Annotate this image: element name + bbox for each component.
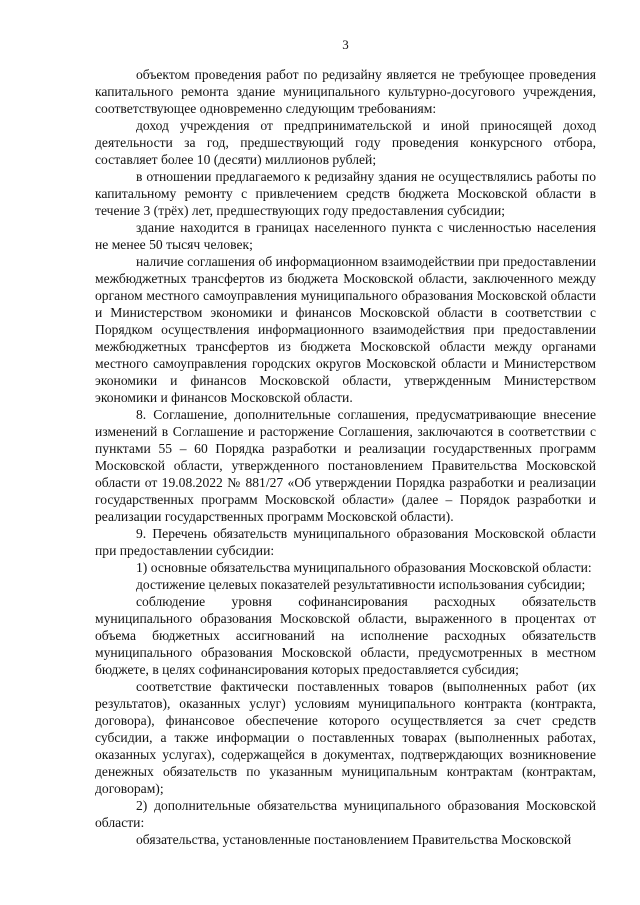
paragraph: наличие соглашения об информационном взаимодействии при предоставлении межбюджетных трансфертов из бюджета Московской области, заключенного между органом местного самоуправления муниципального образования Московской области и Министерством экономики и финансов Московской области в соответствии с Порядком осуществления информационного взаимодействия при предоставлении межбюджетных трансфертов из бюджета Московской области между органами местного самоуправления городских округов Московской области и Министерством экономики и финансов Московской области, утвержденным Министерством экономики и финансов Московской области.	[95, 254, 596, 405]
paragraph: достижение целевых показателей результативности использования субсидии;	[136, 577, 586, 592]
paragraph: 9. Перечень обязательств муниципального образования Московской области при предоставлении субсидии:	[95, 526, 596, 558]
paragraph: доход учреждения от предпринимательской и иной приносящей доход деятельности за год, предшествующий году проведения конкурсного отбора, составляет более 10 (десяти) миллионов рублей;	[95, 118, 596, 167]
page-number: 3	[342, 37, 349, 52]
paragraph: здание находится в границах населенного пункта с численностью населения не менее 50 тысяч человек;	[95, 220, 596, 252]
paragraph: в отношении предлагаемого к редизайну здания не осуществлялись работы по капитальному ремонту с привлечением средств бюджета Московской области в течение 3 (трёх) лет, предшествующих году предоставления субсидии;	[95, 169, 596, 218]
document-body	[95, 66, 596, 848]
paragraph: объектом проведения работ по редизайну является не требующее проведения капитального ремонта здание муниципального культурно-досугового учреждения, соответствующее одновременно следующим требованиям:	[95, 67, 596, 116]
paragraph: 2) дополнительные обязательства муниципального образования Московской области:	[95, 798, 596, 830]
paragraph: 1) основные обязательства муниципального образования Московской области:	[136, 560, 592, 575]
paragraph: соответствие фактически поставленных товаров (выполненных работ (их результатов), оказанных услуг) условиям муниципального контракта (контракта, договора), финансовое обеспечение которого осуществляется за счет средств субсидии, а также информации о поставленных товарах (выполненных работах, оказанных услугах), содержащейся в документах, подтверждающих возникновение денежных обязательств по указанным муниципальным контрактам (контрактам, договорам);	[95, 679, 596, 796]
paragraph: 8. Соглашение, дополнительные соглашения, предусматривающие внесение изменений в Соглашение и расторжение Соглашения, заключаются в соответствии с пунктами 55 – 60 Порядка разработки и реализации государственных программ Московской области, утвержденного постановлением Правительства Московской области от 19.08.2022 № 881/27 «Об утверждении Порядка разработки и реализации государственных программ Московской области» (далее – Порядок разработки и реализации государственных программ Московской области).	[95, 407, 596, 524]
paragraph: соблюдение уровня софинансирования расходных обязательств муниципального образования Московской области, выраженного в процентах от объема бюджетных ассигнований на исполнение расходных обязательств муниципального образования Московской области, предусмотренных в местном бюджете, в целях софинансирования которых предоставляется субсидия;	[95, 594, 596, 677]
paragraph: обязательства, установленные постановлением Правительства Московской	[136, 832, 572, 847]
